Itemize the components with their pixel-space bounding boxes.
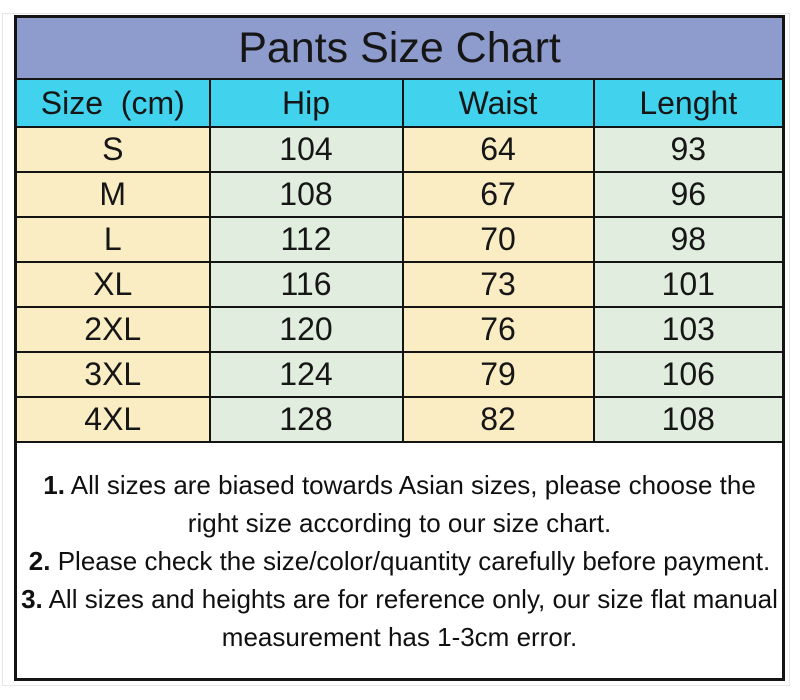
cell-waist: 73 xyxy=(403,262,594,307)
cell-hip: 120 xyxy=(210,307,403,352)
cell-size: S xyxy=(16,127,210,172)
cell-length: 96 xyxy=(594,172,784,217)
note-number: 2. xyxy=(28,545,51,576)
table-row xyxy=(16,262,784,307)
notes-section xyxy=(16,442,784,680)
cell-length: 106 xyxy=(594,352,784,397)
cell-length: 101 xyxy=(594,262,784,307)
cell-waist: 67 xyxy=(403,172,594,217)
note-number: 3. xyxy=(21,583,43,614)
cell-length: 98 xyxy=(594,217,784,262)
notes-row xyxy=(16,442,784,680)
note-line-1 xyxy=(17,466,782,542)
col-header-hip: Hip xyxy=(210,79,403,127)
table-row xyxy=(16,307,784,352)
table-row xyxy=(16,352,784,397)
cell-hip: 116 xyxy=(210,262,403,307)
table-row xyxy=(16,127,784,172)
cell-waist: 79 xyxy=(403,352,594,397)
cell-size: XL xyxy=(16,262,210,307)
note-text: Please check the size/color/quantity carefully before payment. xyxy=(57,545,771,576)
cell-size: L xyxy=(16,217,210,262)
cell-length: 108 xyxy=(594,397,784,442)
cell-hip: 112 xyxy=(210,217,403,262)
chart-title: Pants Size Chart xyxy=(16,17,784,80)
cell-waist: 76 xyxy=(403,307,594,352)
note-line-3 xyxy=(17,580,782,656)
table-row xyxy=(16,172,784,217)
col-header-size: Size (cm) xyxy=(16,79,210,127)
col-header-length: Lenght xyxy=(594,79,784,127)
cell-length: 93 xyxy=(594,127,784,172)
header-row xyxy=(16,79,784,127)
table-row xyxy=(16,397,784,442)
size-chart-table xyxy=(14,15,785,681)
cell-hip: 108 xyxy=(210,172,403,217)
cell-hip: 124 xyxy=(210,352,403,397)
cell-hip: 104 xyxy=(210,127,403,172)
note-number: 1. xyxy=(43,469,65,500)
note-line-2 xyxy=(17,542,782,580)
cell-length: 103 xyxy=(594,307,784,352)
cell-size: 3XL xyxy=(16,352,210,397)
col-header-waist: Waist xyxy=(403,79,594,127)
cell-hip: 128 xyxy=(210,397,403,442)
cell-waist: 64 xyxy=(403,127,594,172)
title-row xyxy=(16,17,784,80)
cell-waist: 82 xyxy=(403,397,594,442)
cell-waist: 70 xyxy=(403,217,594,262)
note-text: All sizes are biased towards Asian sizes, please choose the right size according to our size chart. xyxy=(70,469,756,538)
cell-size: 4XL xyxy=(16,397,210,442)
cell-size: M xyxy=(16,172,210,217)
note-text: All sizes and heights are for reference only, our size flat manual measurement has 1-3cm error. xyxy=(48,583,778,652)
table-row xyxy=(16,217,784,262)
cell-size: 2XL xyxy=(16,307,210,352)
